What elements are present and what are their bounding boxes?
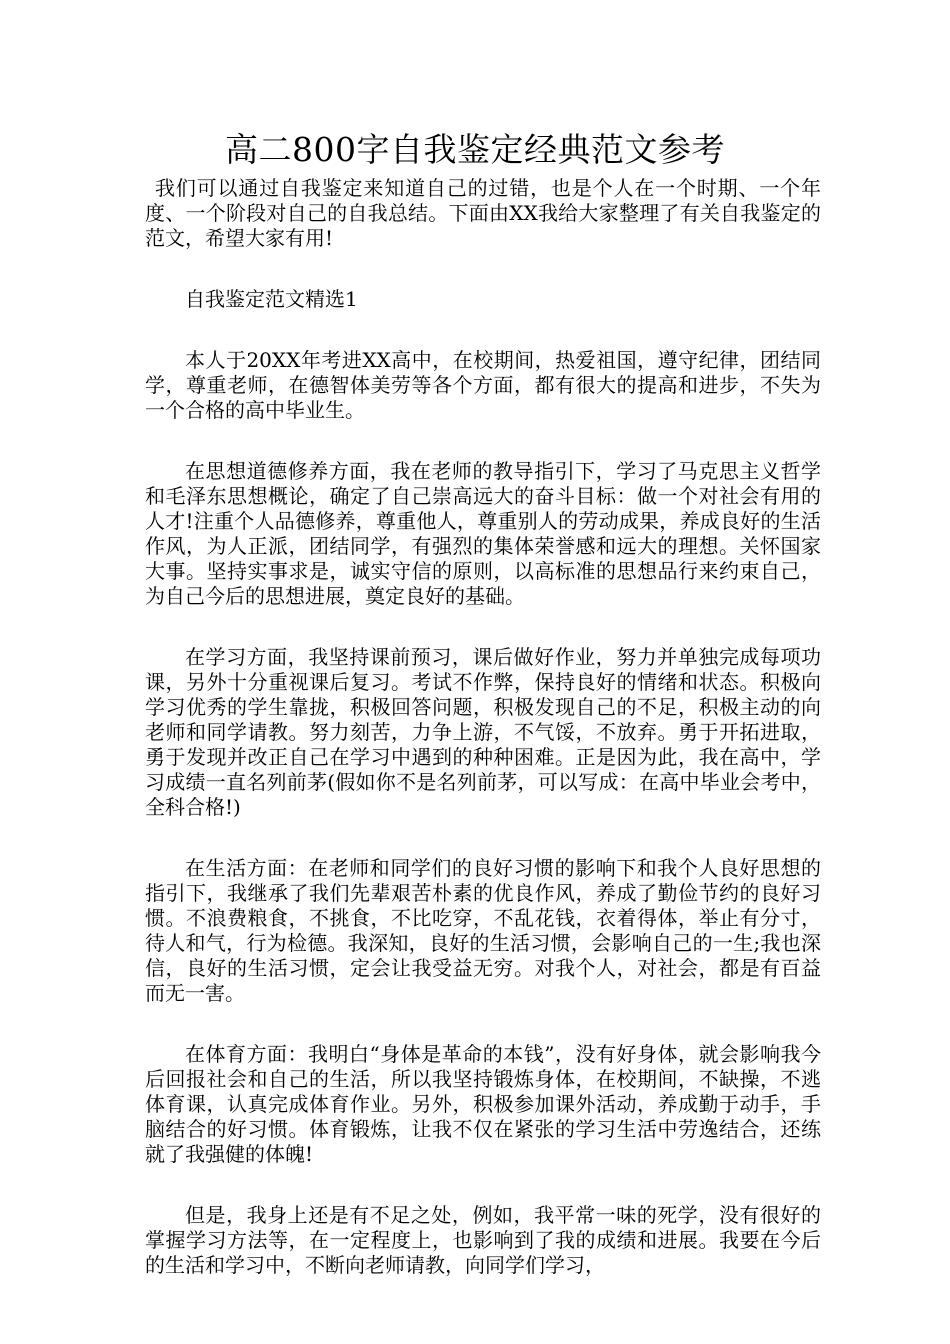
body-paragraph-1: 本人于20XX年考进XX高中，在校期间，热爱祖国，遵守纪律，团结同学，尊重老师，在德智体美劳等各个方面，都有很大的提高和进步，不失为一个合格的高中毕业生。 — [145, 348, 821, 422]
document-body — [145, 176, 821, 1278]
section-heading: 自我鉴定范文精选1 — [185, 287, 358, 311]
document-title: 高二800字自我鉴定经典范文参考 — [225, 130, 725, 169]
body-paragraph-3: 在学习方面，我坚持课前预习，课后做好作业，努力并单独完成每项功课，另外十分重视课后复习。考试不作弊，保持良好的情绪和状态。积极向学习优秀的学生靠拢，积极回答问题，积极发现自己的不足，积极主动的向老师和同学请教。努力刻苦，力争上游，不气馁，不放弃。勇于开拓进取，勇于发现并改正自己在学习中遇到的种种困难。正是因为此，我在高中，学习成绩一直名列前茅(假如你不是名列前茅，可以写成：在高中毕业会考中，全科合格!) — [145, 645, 821, 819]
body-paragraph-5: 在体育方面：我明白“身体是革命的本钱”，没有好身体，就会影响我今后回报社会和自己的生活，所以我坚持锻炼身体，在校期间，不缺操，不逃体育课，认真完成体育作业。另外，积极参加课外活动，养成勤于动手，手脑结合的好习惯。体育锻炼，让我不仅在紧张的学习生活中劳逸结合，还练就了我强健的体魄! — [145, 1042, 821, 1166]
body-paragraph-6: 但是，我身上还是有不足之处，例如，我平常一味的死学，没有很好的掌握学习方法等，在一定程度上，也影响到了我的成绩和进展。我要在今后的生活和学习中，不断向老师请教，向同学们学习， — [145, 1203, 821, 1277]
intro-paragraph: 我们可以通过自我鉴定来知道自己的过错，也是个人在一个时期、一个年度、一个阶段对自己的自我总结。下面由XX我给大家整理了有关自我鉴定的范文，希望大家有用! — [145, 176, 821, 250]
body-paragraph-4: 在生活方面：在老师和同学们的良好习惯的影响下和我个人良好思想的指引下，我继承了我们先辈艰苦朴素的优良作风，养成了勤俭节约的良好习惯。不浪费粮食，不挑食，不比吃穿，不乱花钱，衣着得体，举止有分寸，待人和气，行为检德。我深知，良好的生活习惯，会影响自己的一生;我也深信，良好的生活习惯，定会让我受益无穷。对我个人，对社会，都是有百益而无一害。 — [145, 856, 821, 1005]
body-paragraph-2: 在思想道德修养方面，我在老师的教导指引下，学习了马克思主义哲学和毛泽东思想概论，确定了自己崇高远大的奋斗目标：做一个对社会有用的人才!注重个人品德修养，尊重他人，尊重别人的劳动成果，养成良好的生活作风，为人正派，团结同学，有强烈的集体荣誉感和远大的理想。关怀国家大事。坚持实事求是，诚实守信的原则，以高标准的思想品行来约束自己，为自己今后的思想进展，奠定良好的基础。 — [145, 459, 821, 608]
